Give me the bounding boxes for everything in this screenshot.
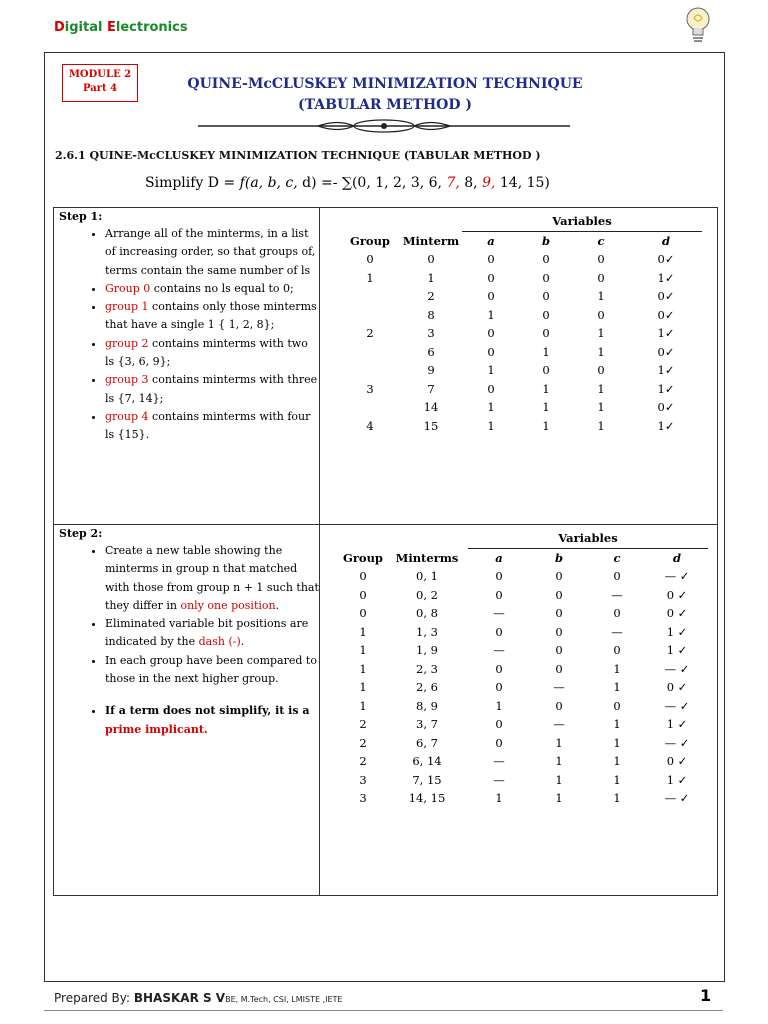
column-header: b xyxy=(554,550,564,565)
table-row xyxy=(340,417,702,436)
column-header: Minterm xyxy=(402,233,460,248)
list-item xyxy=(105,298,319,335)
table-cell: 0 xyxy=(495,587,503,602)
table-cell: 1✓ xyxy=(657,381,675,396)
table-cell: — xyxy=(553,680,565,695)
table-cell: 1 xyxy=(487,363,495,378)
table-cell: 0 ✓ xyxy=(666,606,688,621)
table-cell: 1 xyxy=(366,270,374,285)
table-cell xyxy=(340,398,400,417)
table-cell: 1✓ xyxy=(657,326,675,341)
minterm-table xyxy=(340,212,702,435)
pair-table xyxy=(340,529,708,808)
table-row xyxy=(340,734,708,753)
table-cell: — xyxy=(493,754,505,769)
step1-bullet-text: Arrange all of the minterms, in a list of increasing order, so that groups of, terms contain the same number of ls xyxy=(105,227,316,277)
step2-text-end: . xyxy=(275,598,280,612)
table-cell: — xyxy=(611,624,623,639)
table-cell: 1 xyxy=(597,400,605,415)
table-row xyxy=(340,343,702,362)
group-desc: contains minterms with four ls {15}. xyxy=(105,409,311,442)
column-header: c xyxy=(597,233,605,248)
table-cell: 1✓ xyxy=(657,418,675,433)
table-row xyxy=(340,697,708,716)
group-label: group 4 xyxy=(105,409,149,423)
table-cell: 3 xyxy=(359,791,367,806)
table-cell: 1 xyxy=(495,791,503,806)
table-row xyxy=(340,752,708,771)
list-item xyxy=(105,371,319,408)
table-cell: 1 xyxy=(359,624,367,639)
table-cell: 0 xyxy=(542,326,550,341)
table-cell: 9 xyxy=(427,363,435,378)
table-cell: 2 xyxy=(359,754,367,769)
module-part: Part 4 xyxy=(82,83,118,94)
simplify-eight: 8, xyxy=(459,175,483,191)
table-cell: 3, 7 xyxy=(416,717,438,732)
table-cell: 6, 14 xyxy=(412,754,442,769)
table-cell: 0 xyxy=(359,606,367,621)
table-cell: 1 ✓ xyxy=(666,624,688,639)
variables-header: Variables xyxy=(468,529,708,548)
column-header: d xyxy=(672,550,682,565)
list-item xyxy=(105,542,319,615)
column-header: c xyxy=(613,550,621,565)
table-cell: 0 xyxy=(555,606,563,621)
section-heading: 2.6.1 QUINE-McCLUSKEY MINIMIZATION TECHNIQUE (TABULAR METHOD ) xyxy=(55,149,541,162)
table-cell: — xyxy=(493,772,505,787)
column-header: b xyxy=(541,233,551,248)
table-cell: 0 xyxy=(542,289,550,304)
table-row xyxy=(340,715,708,734)
table-cell: — xyxy=(611,587,623,602)
table-cell: 0 xyxy=(555,624,563,639)
table-cell: 1 xyxy=(359,661,367,676)
step2-text-column xyxy=(53,524,320,896)
table-cell: 0 xyxy=(487,381,495,396)
table-cell: 1 xyxy=(359,698,367,713)
table-cell: 1 xyxy=(487,307,495,322)
table-cell: 0 xyxy=(495,735,503,750)
step2-text-end: . xyxy=(240,635,245,649)
table-cell: 1 xyxy=(542,418,550,433)
table-cell: 0 xyxy=(613,569,621,584)
table-cell: 0, 2 xyxy=(416,587,438,602)
table-cell: 2 xyxy=(359,735,367,750)
table-cell: 14 xyxy=(423,400,439,415)
table-cell: 0 xyxy=(597,307,605,322)
group-label: Group 0 xyxy=(105,281,151,295)
group-label: group 1 xyxy=(105,300,149,314)
column-header: a xyxy=(495,550,503,565)
table-cell: 1 xyxy=(613,791,621,806)
table-row xyxy=(340,269,702,288)
column-header: d xyxy=(661,233,671,248)
table-cell: 0 xyxy=(613,643,621,658)
list-item xyxy=(105,702,319,739)
table-cell: 1 xyxy=(597,418,605,433)
table-cell: 2 xyxy=(366,326,374,341)
table-cell: — xyxy=(553,717,565,732)
table-cell: — ✓ xyxy=(664,698,690,713)
table-cell: 0✓ xyxy=(657,307,675,322)
footer-rule xyxy=(44,1010,723,1011)
table-cell: 0 xyxy=(613,698,621,713)
table-cell: 0 xyxy=(555,587,563,602)
group-desc: contains minterms with three ls {7, 14}; xyxy=(105,373,318,405)
column-header: Group xyxy=(350,233,390,248)
table-cell: 0 xyxy=(495,624,503,639)
table-cell: 1 xyxy=(597,381,605,396)
table-cell: 0 xyxy=(613,606,621,621)
simplify-terms: d) =- ∑(0, 1, 2, 3, 6, xyxy=(297,175,447,191)
simplify-expression xyxy=(145,175,550,191)
table-cell: 0 xyxy=(555,698,563,713)
column-header: Minterms xyxy=(395,550,459,565)
step2-highlight: dash (-) xyxy=(198,635,241,649)
table-cell: 1 xyxy=(555,735,563,750)
table-cell: 2 xyxy=(359,717,367,732)
table-cell: 1 xyxy=(613,772,621,787)
step1-label: Step 1: xyxy=(59,210,103,223)
group-desc: contains only those minterms that have a single 1 { 1, 2, 8}; xyxy=(105,300,317,332)
step2-label: Step 2: xyxy=(59,527,103,540)
footer-prepared: Prepared By: xyxy=(54,991,134,1005)
table-cell: 1 xyxy=(613,735,621,750)
list-item xyxy=(105,225,319,280)
table-cell: 8, 9 xyxy=(416,698,438,713)
table-cell: 0✓ xyxy=(657,400,675,415)
header-d: D xyxy=(54,20,65,35)
footer-author: BHASKAR S V xyxy=(133,991,226,1005)
table-cell: 0 xyxy=(542,270,550,285)
table-cell: 0 xyxy=(427,252,435,267)
table-cell: — xyxy=(493,606,505,621)
table-cell: 0 xyxy=(495,680,503,695)
footer-credentials: BE, M.Tech, CSI, LMISTE ,IETE xyxy=(225,995,343,1004)
table-cell: 8 xyxy=(427,307,435,322)
column-header: a xyxy=(487,233,495,248)
table-row xyxy=(340,789,708,808)
table-cell: 0 xyxy=(542,363,550,378)
table-cell: 0, 8 xyxy=(416,606,438,621)
simplify-seven: 7, xyxy=(446,175,460,191)
table-cell: 2 xyxy=(427,289,435,304)
table-cell: 0 xyxy=(555,661,563,676)
table-cell: 1✓ xyxy=(657,270,675,285)
table-cell: 7, 15 xyxy=(412,772,442,787)
table-cell: 0 xyxy=(366,252,374,267)
table-row xyxy=(340,604,708,623)
table-cell: 0 xyxy=(487,289,495,304)
table-cell: 1, 3 xyxy=(416,624,438,639)
module-label: MODULE 2 xyxy=(68,69,132,80)
table-cell: 6, 7 xyxy=(416,735,438,750)
table-row xyxy=(340,678,708,697)
table-cell: 4 xyxy=(366,418,374,433)
group-desc: contains no ls equal to 0; xyxy=(150,281,294,295)
table-cell: 1 xyxy=(555,754,563,769)
simplify-nine: 9, xyxy=(482,175,496,191)
table-cell: — xyxy=(493,643,505,658)
step2-text: Eliminated variable bit positions are indicated by the xyxy=(105,617,309,649)
table-cell: 0 xyxy=(542,252,550,267)
table-cell: 1 xyxy=(555,791,563,806)
table-cell: 1 xyxy=(613,680,621,695)
page-title-line2: (TABULAR METHOD ) xyxy=(297,97,473,113)
table-cell: 0 xyxy=(555,569,563,584)
table-cell: — ✓ xyxy=(664,661,690,676)
table-cell: 0 ✓ xyxy=(666,587,688,602)
table-row xyxy=(340,361,702,380)
table-cell: 0 xyxy=(359,587,367,602)
lightbulb-logo-icon xyxy=(683,4,713,46)
table-cell: 1 xyxy=(427,270,435,285)
table-row xyxy=(340,380,702,399)
table-cell: 1 ✓ xyxy=(666,643,688,658)
page-title-line1: QUINE-McCLUSKEY MINIMIZATION TECHNIQUE xyxy=(187,76,583,92)
table-cell: 0 xyxy=(495,569,503,584)
group-label: group 2 xyxy=(105,336,149,350)
table-cell: 1 xyxy=(487,418,495,433)
group-label: group 3 xyxy=(105,373,149,387)
page-number: 1 xyxy=(700,986,712,1005)
table-cell xyxy=(340,343,400,362)
table-cell: 14, 15 xyxy=(408,791,446,806)
step2-text: Create a new table showing the minterms in group n that matched with those from group n + 1 such that they differ in xyxy=(105,544,319,612)
module-badge xyxy=(62,64,138,102)
table-cell: 0 xyxy=(487,270,495,285)
document-header-title xyxy=(54,20,188,35)
header-e: E xyxy=(106,20,116,35)
table-cell: 1 xyxy=(613,754,621,769)
table-row xyxy=(340,641,708,660)
table-row xyxy=(340,306,702,325)
table-cell xyxy=(340,287,400,306)
table-cell: 0 xyxy=(555,643,563,658)
footer xyxy=(54,991,342,1005)
table-cell: 2, 3 xyxy=(416,661,438,676)
page-title xyxy=(150,74,620,116)
table-cell: 1 xyxy=(555,772,563,787)
table-cell: 0 xyxy=(495,661,503,676)
table-cell xyxy=(340,306,400,325)
table-cell: 7 xyxy=(427,381,435,396)
table-cell: — ✓ xyxy=(664,735,690,750)
step2-list xyxy=(53,542,319,739)
table-cell: 0 xyxy=(542,307,550,322)
table-cell: 1 xyxy=(597,326,605,341)
table-cell: 1✓ xyxy=(657,363,675,378)
table-cell: 0 xyxy=(359,569,367,584)
table-cell: 3 xyxy=(366,381,374,396)
table-cell: 1 ✓ xyxy=(666,717,688,732)
table-row xyxy=(340,287,702,306)
table-cell: 1 ✓ xyxy=(666,772,688,787)
table-cell: 0, 1 xyxy=(416,569,438,584)
step2-text: If a term does not simplify, it is a xyxy=(105,704,310,718)
table-cell: 1, 9 xyxy=(416,643,438,658)
table-cell: 0 xyxy=(597,252,605,267)
table-row xyxy=(340,771,708,790)
table-cell: 1 xyxy=(613,717,621,732)
list-item xyxy=(105,280,319,298)
table-cell: 1 xyxy=(542,381,550,396)
table-cell: — ✓ xyxy=(664,569,690,584)
group-desc: contains minterms with two ls {3, 6, 9}; xyxy=(105,336,308,369)
list-item xyxy=(105,335,319,372)
table-cell: 0 ✓ xyxy=(666,754,688,769)
table-row xyxy=(340,660,708,679)
ornamental-divider xyxy=(198,117,570,135)
step2-text: In each group have been compared to those in the next higher group. xyxy=(105,653,317,686)
table-row xyxy=(340,250,702,269)
table-cell: 0✓ xyxy=(657,344,675,359)
table-cell: 1 xyxy=(495,698,503,713)
table-cell: 0 xyxy=(597,270,605,285)
simplify-prefix: Simplify D = xyxy=(145,175,240,191)
table-cell: 1 xyxy=(359,643,367,658)
table-cell: 15 xyxy=(423,418,439,433)
simplify-function: f(a, b, c, xyxy=(239,175,298,191)
table-cell: 0 xyxy=(487,344,495,359)
table-row xyxy=(340,398,702,417)
table-row xyxy=(340,623,708,642)
table-cell: 6 xyxy=(427,344,435,359)
column-header: Group xyxy=(343,550,383,565)
table-row xyxy=(340,567,708,586)
step1-text-column xyxy=(53,207,320,525)
table-cell: 1 xyxy=(542,344,550,359)
list-item xyxy=(105,652,319,689)
list-item xyxy=(105,408,319,445)
table-cell: 3 xyxy=(359,772,367,787)
simplify-rest: 14, 15) xyxy=(495,175,550,191)
table-cell: 0 xyxy=(487,252,495,267)
table-cell: 0 xyxy=(487,326,495,341)
table-cell: 1 xyxy=(597,344,605,359)
table-cell: 1 xyxy=(542,400,550,415)
table-cell: 1 xyxy=(487,400,495,415)
step1-list xyxy=(53,225,319,445)
table-cell: 0 ✓ xyxy=(666,680,688,695)
table-cell: 0 xyxy=(597,363,605,378)
table-cell: 0✓ xyxy=(657,252,675,267)
table-cell: — ✓ xyxy=(664,791,690,806)
table-cell: 0 xyxy=(495,717,503,732)
prime-implicant-note: prime implicant. xyxy=(105,722,208,736)
header-igital: igital xyxy=(64,20,107,35)
list-item xyxy=(105,615,319,652)
variables-header: Variables xyxy=(462,212,702,231)
table-cell: 1 xyxy=(597,289,605,304)
header-lectronics: lectronics xyxy=(115,20,188,35)
table-cell: 1 xyxy=(359,680,367,695)
table-cell xyxy=(340,361,400,380)
table-row xyxy=(340,324,702,343)
table-cell: 3 xyxy=(427,326,435,341)
table-row xyxy=(340,586,708,605)
table-cell: 1 xyxy=(613,661,621,676)
step2-highlight: only one position xyxy=(180,598,276,612)
table-cell: 2, 6 xyxy=(416,680,438,695)
table-cell: 0✓ xyxy=(657,289,675,304)
